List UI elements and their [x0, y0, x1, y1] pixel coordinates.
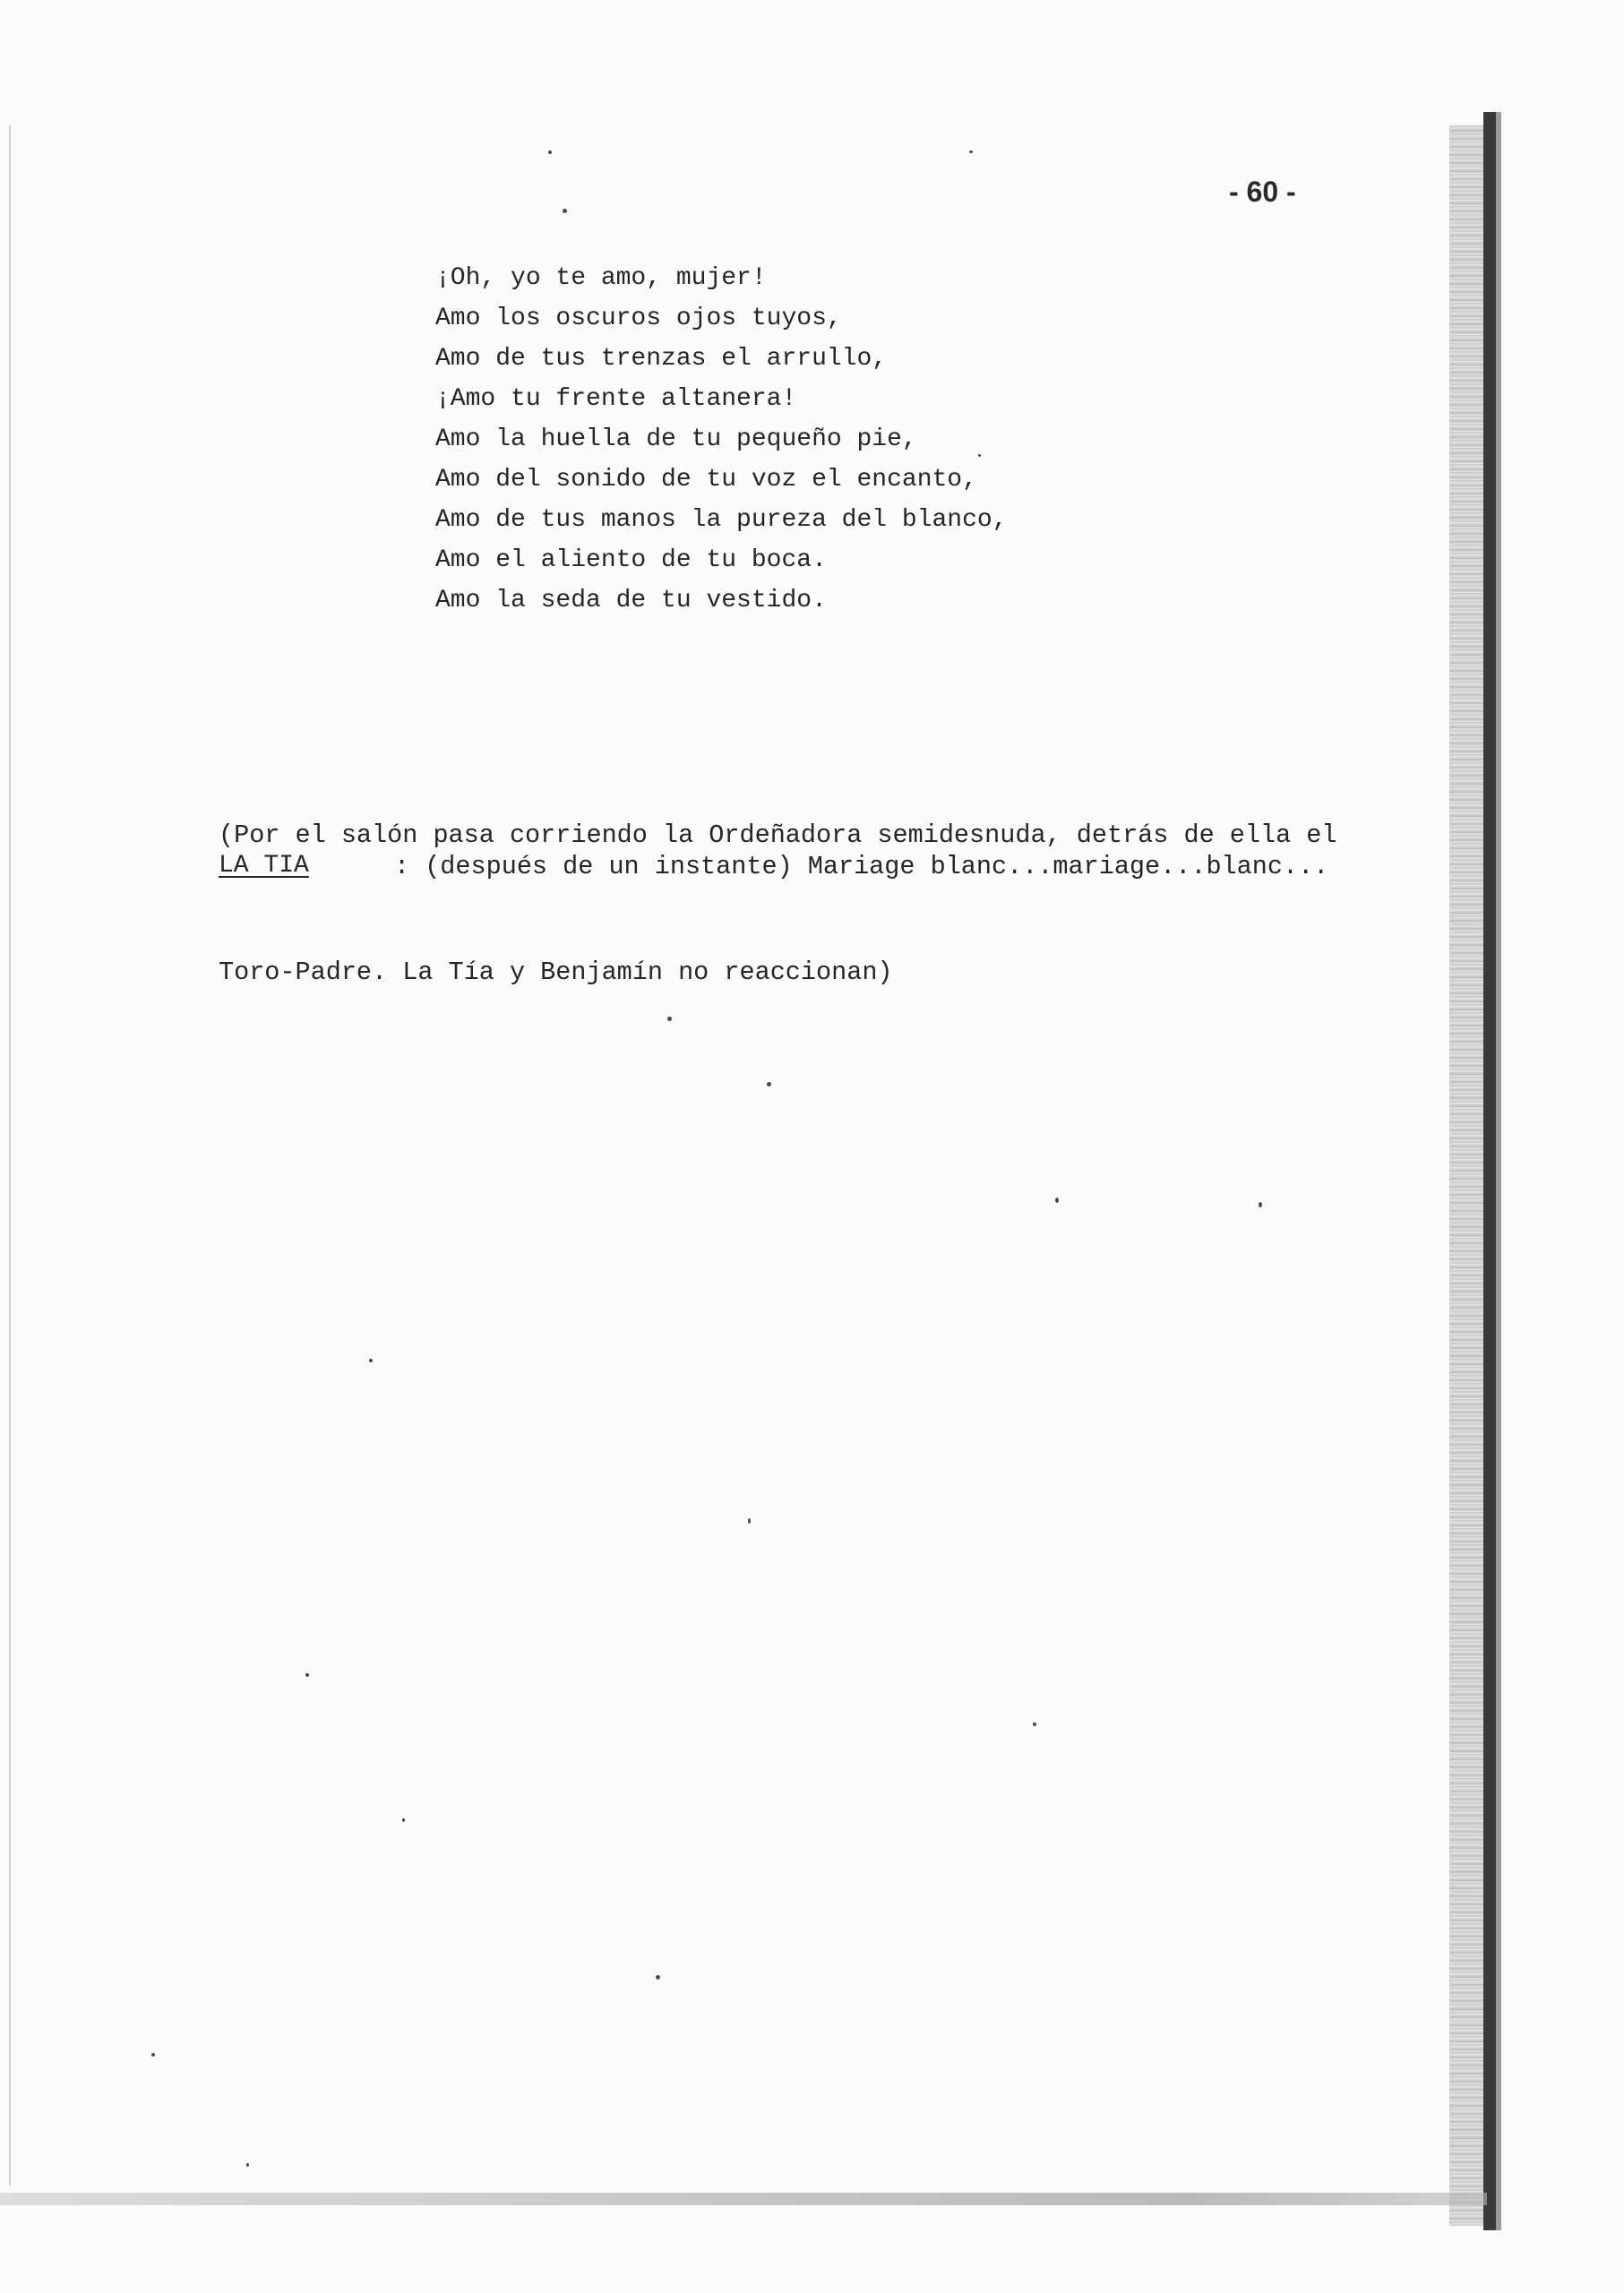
- scan-speck: [151, 2053, 155, 2057]
- stage-direction: [219, 721, 1337, 1086]
- poem-line: ¡Oh, yo te amo, mujer!: [435, 264, 767, 292]
- binding-shadow: [1483, 112, 1496, 2230]
- scan-speck: [748, 1518, 751, 1524]
- poem-line: Amo la huella de tu pequeño pie,: [435, 425, 917, 453]
- poem-line: Amo de tus manos la pureza del blanco,: [435, 506, 1008, 534]
- stage-direction-line: Toro-Padre. La Tía y Benjamín no reaccionan): [219, 958, 893, 987]
- scan-speck: [1033, 1722, 1036, 1726]
- poem-line: ¡Amo tu frente altanera!: [435, 385, 797, 413]
- scan-edge-strip: [1449, 125, 1483, 2226]
- scan-speck: [969, 150, 973, 153]
- bottom-scan-band: [0, 2193, 1487, 2205]
- scan-speck: [305, 1673, 309, 1677]
- scan-speck: [1259, 1202, 1262, 1207]
- binding-highlight: [1496, 112, 1501, 2230]
- poem-line: Amo del sonido de tu voz el encanto,: [435, 466, 977, 494]
- poem-line: Amo la seda de tu vestido.: [435, 587, 827, 614]
- scan-speck: [656, 1975, 660, 1980]
- poem-line: Amo los oscuros ojos tuyos,: [435, 305, 842, 332]
- stage-direction-line: (Por el salón pasa corriendo la Ordeñadora semidesnuda, detrás de ella el: [219, 820, 1337, 850]
- scan-speck: [548, 150, 552, 154]
- poem: [435, 258, 1008, 621]
- scan-speck: [402, 1818, 405, 1822]
- poem-line: Amo de tus trenzas el arrullo,: [435, 345, 888, 373]
- left-margin-rule: [9, 125, 11, 2186]
- scan-speck: [1055, 1198, 1059, 1203]
- scan-speck: [369, 1359, 373, 1362]
- page-number: - 60 -: [1229, 176, 1296, 208]
- speech-text: : (después de un instante) Mariage blanc...mariage...blanc...: [394, 852, 1329, 881]
- poem-line: Amo el aliento de tu boca.: [435, 546, 827, 574]
- scan-speck: [563, 209, 567, 213]
- speaker-name: LA TIA: [219, 852, 309, 880]
- scan-speck: [246, 2163, 249, 2167]
